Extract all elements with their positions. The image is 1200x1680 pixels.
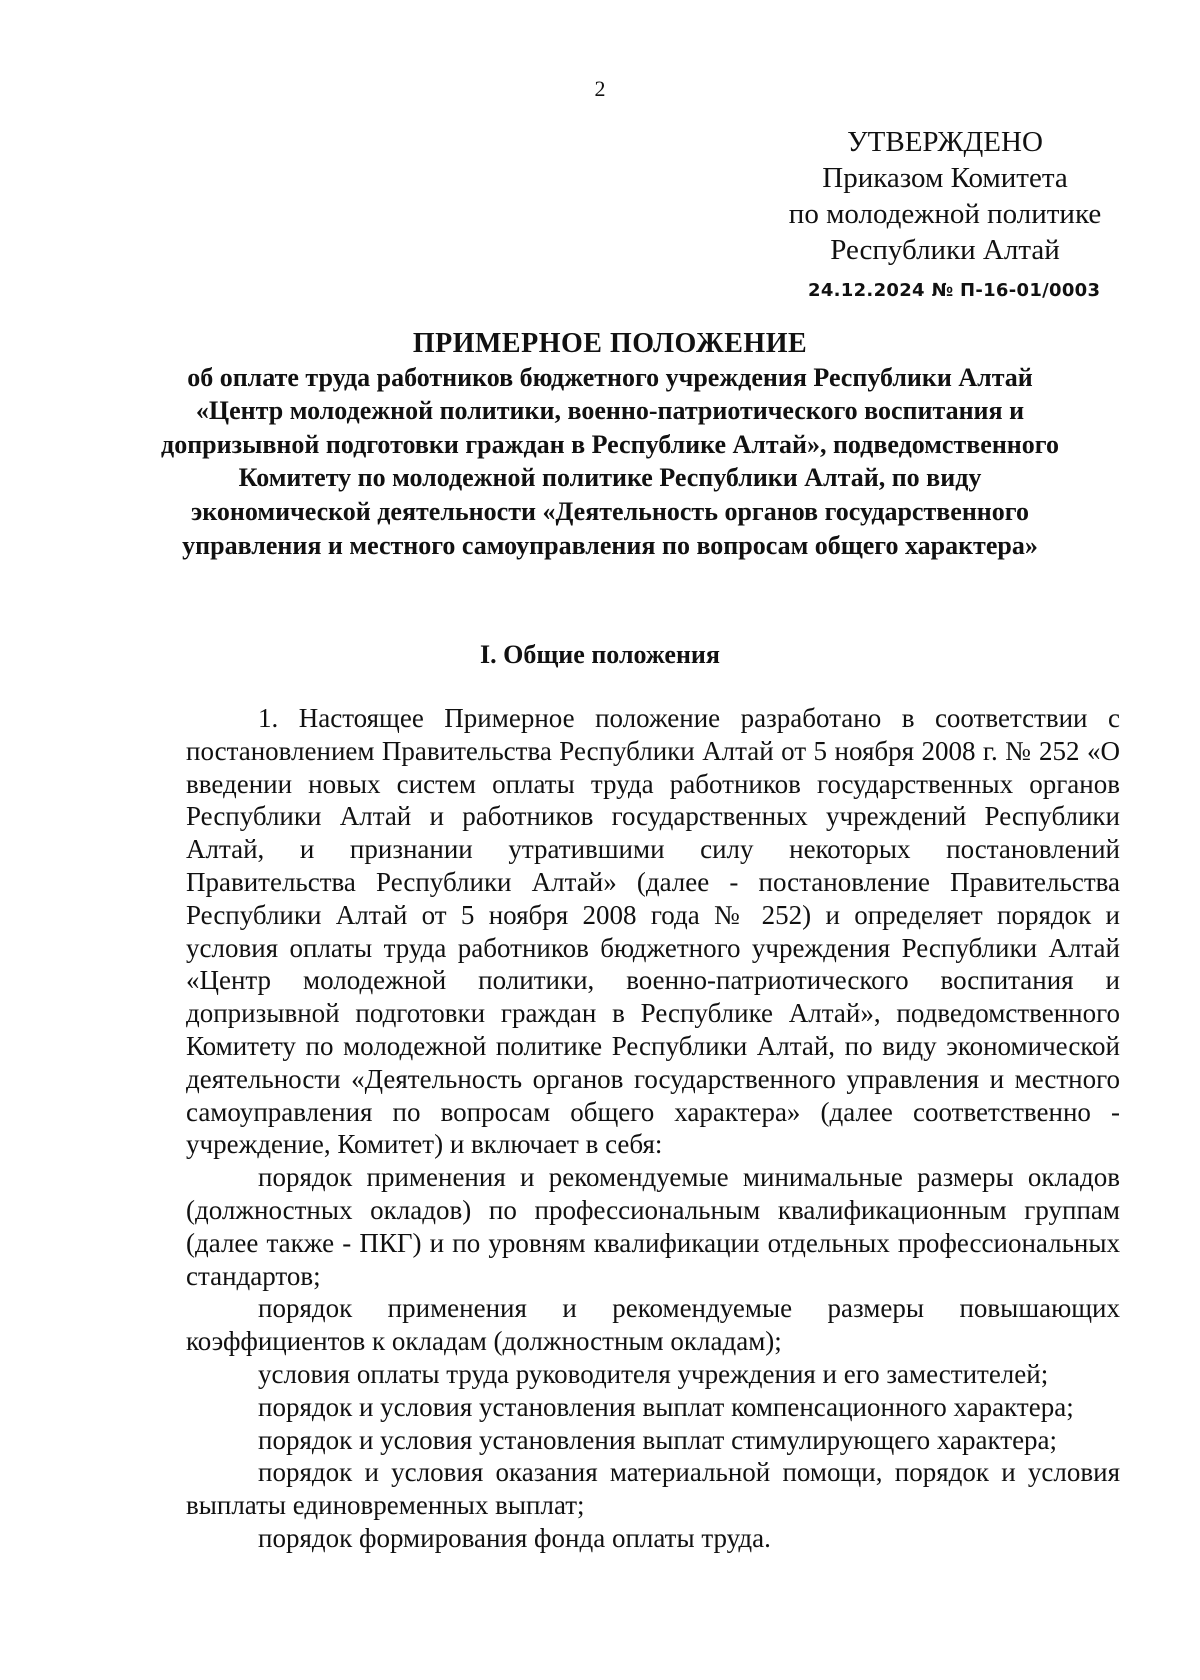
approval-date-number: 24.12.2024 № П-16-01/0003 [808,280,1101,301]
list-item: порядок и условия установления выплат компенсационного характера; [258,1391,1074,1422]
paragraph: 1. Настоящее Примерное положение разработано в соответствии с постановлением Правительства Республики Алтай от 5 ноября 2008 г. № 252 «О введении новых систем оплаты труда работников государственных органов Республики Алтай и работников государственных учреждений Республики Алтай, и признании утратившими силу некоторых постановлений Правительства Республики Алтай» (далее - постановление Правительства Республики Алтай от 5 ноября 2008 года № 252) и определяет порядок и условия оплаты труда работников бюджетного учреждения Республики Алтай «Центр молодежной политики, военно-патриотического воспитания и допризывной подготовки граждан в Республике Алтай», подведомственного Комитету по молодежной политике Республики Алтай, по виду экономической деятельности «Деятельность органов государственного управления и местного самоуправления по вопросам общего характера» (далее соответственно - учреждение, Комитет) и включает в себя: [186,703,1120,1160]
approval-block [780,124,1110,268]
approval-order-line: Приказом Комитета [822,162,1068,194]
document-title: ПРИМЕРНОЕ ПОЛОЖЕНИЕ [412,328,808,359]
approval-republic-line: Республики Алтай [830,234,1060,266]
section-heading: I. Общие положения [480,640,720,669]
list-item: порядок применения и рекомендуемые размеры повышающих коэффициентов к окладам (должностным окладам); [186,1293,1120,1357]
document-subtitle: об оплате труда работников бюджетного учреждения Республики Алтай «Центр молодежной политики, военно-патриотического воспитания и допризывной подготовки граждан в Республике Алтай», подведомственного Комитету по молодежной политике Республики Алтай, по виду экономической деятельности «Деятельность органов государственного управления и местного самоуправления по вопросам общего характера» [161,362,1059,560]
list-item: порядок формирования фонда оплаты труда. [258,1522,771,1553]
document-title-block [150,327,1070,562]
approval-label: УТВЕРЖДЕНО [847,126,1043,158]
list-item: условия оплаты труда руководителя учреждения и его заместителей; [258,1358,1049,1389]
section-body [186,702,1120,1555]
approval-committee-line: по молодежной политике [788,198,1102,230]
list-item: порядок и условия установления выплат стимулирующего характера; [258,1424,1058,1455]
list-item: порядок применения и рекомендуемые минимальные размеры окладов (должностных окладов) по профессиональным квалификационным группам (далее также - ПКГ) и по уровням квалификации отдельных профессиональных стандартов; [186,1162,1120,1291]
page-number: 2 [594,76,606,101]
list-item: порядок и условия оказания материальной помощи, порядок и условия выплаты единовременных выплат; [186,1457,1120,1521]
